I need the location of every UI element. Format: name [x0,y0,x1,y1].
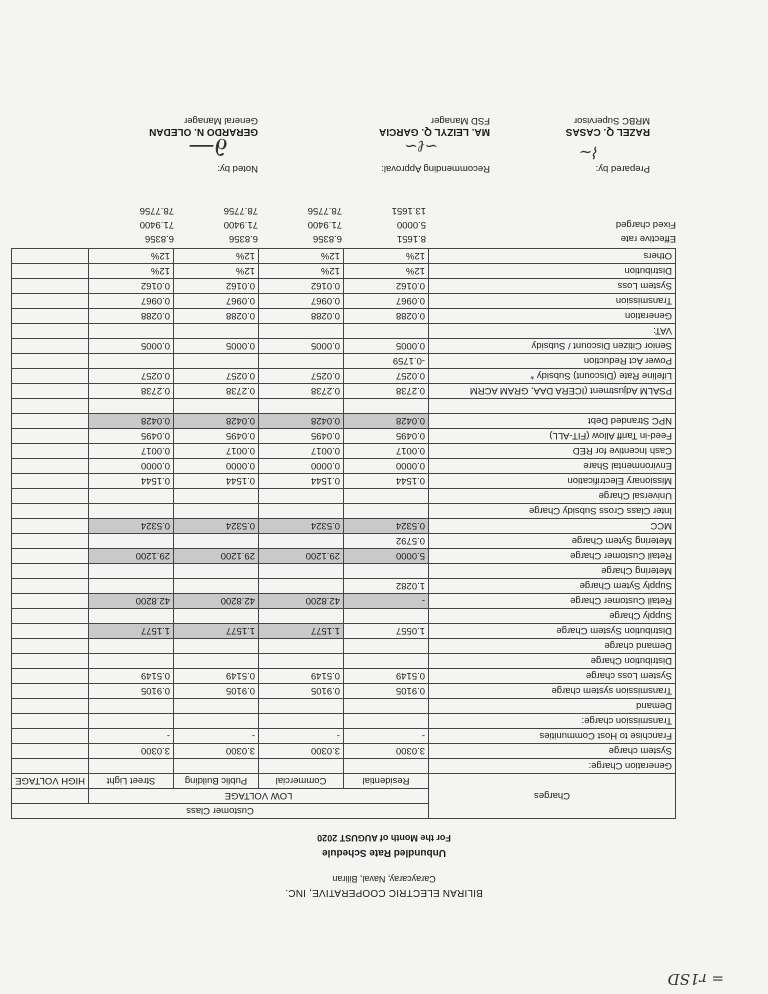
rate-cell [89,564,174,579]
rate-cell: 0.2738 [174,384,259,399]
table-row [12,489,676,504]
table-row [12,339,676,354]
rate-cell [12,249,89,264]
rate-cell: 3.0300 [174,744,259,759]
summary-value: 5.0000 [396,219,426,230]
rate-cell: 0.0005 [89,339,174,354]
rate-cell: 0.0967 [89,294,174,309]
rate-cell: 0.9105 [344,684,429,699]
rate-table-body [12,249,676,774]
rate-cell [174,324,259,339]
charge-label: MCC [429,519,676,534]
rate-cell [89,699,174,714]
summary-value: 78.7756 [139,205,174,216]
rate-cell [89,609,174,624]
signatory-name: MA. LEIZYL Q. GARCIA [379,126,490,137]
rate-cell [174,654,259,669]
rate-cell [12,699,89,714]
rate-cell [344,564,429,579]
charge-label: Transmission system charge [429,684,676,699]
rate-cell: 0.0495 [89,429,174,444]
rate-cell: 3.0300 [344,744,429,759]
rate-table [11,248,676,819]
rate-cell: 0.0162 [259,279,344,294]
charge-label: NPC Stranded Debt [429,414,676,429]
rate-cell: 0.0967 [259,294,344,309]
rate-cell [174,399,259,414]
rate-cell: 0.0288 [259,309,344,324]
table-row [12,624,676,639]
rate-cell [12,489,89,504]
rate-cell [259,354,344,369]
rate-cell [12,324,89,339]
table-row [12,294,676,309]
rate-cell [12,264,89,279]
rate-cell: 0.0000 [174,459,259,474]
rate-cell: 0.2738 [89,384,174,399]
rate-cell: 0.0428 [174,414,259,429]
charge-label: Retail Customer Charge [429,594,676,609]
rate-cell: 12% [344,264,429,279]
rate-cell: 0.1544 [344,474,429,489]
rate-cell: - [89,729,174,744]
charge-label: Franchise to Host Communities [429,729,676,744]
rate-cell [89,399,174,414]
rate-cell: 0.0005 [344,339,429,354]
summary-value: 8.1651 [396,233,426,244]
rate-cell: 0.0495 [174,429,259,444]
rate-cell [12,429,89,444]
rate-cell [174,639,259,654]
rate-cell [89,324,174,339]
rate-cell: 0.0162 [174,279,259,294]
rate-cell [12,399,89,414]
rate-cell [89,639,174,654]
rate-cell: 1.1577 [259,624,344,639]
signature-role-label: Prepared by: [595,163,650,174]
charge-label: Generation [429,309,676,324]
rate-cell [174,609,259,624]
signature-scribble: ∽ℓ∽ [404,137,438,156]
rate-cell [12,294,89,309]
rate-cell [344,759,429,774]
rate-cell: 0.0495 [259,429,344,444]
rate-cell: - [174,729,259,744]
rate-cell [259,639,344,654]
rate-cell: 0.9105 [89,684,174,699]
table-row [12,714,676,729]
table-row [12,744,676,759]
charge-label: Others [429,249,676,264]
charge-label: Supply Charge [429,609,676,624]
rate-cell [344,639,429,654]
rate-cell: 0.0288 [174,309,259,324]
rate-cell: 0.5324 [344,519,429,534]
summary-row-effective [90,231,676,245]
charge-label: Demand [429,699,676,714]
rate-cell [174,354,259,369]
rate-cell [89,489,174,504]
rate-cell [89,579,174,594]
rate-cell: 0.0288 [89,309,174,324]
table-row [12,324,676,339]
col-commercial: Commercial [259,774,344,789]
rate-cell [12,729,89,744]
rate-cell [344,609,429,624]
signatory-title: MRBC Supervisor [573,115,650,126]
rate-cell: 0.0005 [259,339,344,354]
rate-cell: 1.1577 [174,624,259,639]
charge-label: Universal Charge [429,489,676,504]
rate-cell: 0.5792 [344,534,429,549]
rate-cell: 0.0017 [259,444,344,459]
table-row [12,564,676,579]
rate-cell [174,579,259,594]
rate-cell [344,489,429,504]
rate-cell [12,549,89,564]
rate-cell [259,564,344,579]
rate-cell: 0.1544 [259,474,344,489]
rate-cell: 12% [174,249,259,264]
rate-cell [344,504,429,519]
rate-cell: 0.5324 [89,519,174,534]
rate-cell [89,654,174,669]
rate-cell: - [259,729,344,744]
table-row [12,519,676,534]
rate-cell: 0.2738 [344,384,429,399]
rate-cell [259,324,344,339]
charge-label: Transmission charge: [429,714,676,729]
rate-cell [12,744,89,759]
table-row [12,399,676,414]
rate-cell [12,534,89,549]
rate-cell: 42.8200 [259,594,344,609]
summary-label: Effective rate [620,233,676,244]
summary-label [426,203,676,217]
rate-cell [12,504,89,519]
table-row [12,669,676,684]
rate-cell: 0.5149 [259,669,344,684]
rate-cell [174,759,259,774]
table-row [12,309,676,324]
summary-value: 71.9400 [223,219,258,230]
charge-label: Feed-in Tariff Allow (FIT-ALL) [429,429,676,444]
rate-cell: 0.0017 [89,444,174,459]
charge-label: Generation Charge: [429,759,676,774]
charge-label: Distribution System Charge [429,624,676,639]
rate-cell: 0.0428 [344,414,429,429]
rate-cell: 1.1577 [89,624,174,639]
rate-cell: 0.5149 [89,669,174,684]
table-row [12,444,676,459]
rate-cell: 0.0495 [344,429,429,444]
rate-cell [12,474,89,489]
rate-cell: 0.0428 [259,414,344,429]
signature-scribble: ∂— [188,132,228,162]
schedule-month: For the Month of AUGUST 2020 [317,833,451,843]
table-row [12,759,676,774]
charge-label: Distribution [429,264,676,279]
rate-cell [12,654,89,669]
table-row [12,264,676,279]
rate-cell: 0.5149 [174,669,259,684]
rate-cell: 0.0000 [89,459,174,474]
charge-label: VAT: [429,324,676,339]
rate-cell [12,594,89,609]
rate-cell [89,714,174,729]
charge-label: Missionary Electrification [429,474,676,489]
rate-cell [259,579,344,594]
signature-role-label: Recommending Approval: [381,163,490,174]
charge-label: Metering Charge [429,564,676,579]
rate-cell [259,609,344,624]
col-high-voltage: HIGH VOLTAGE [12,774,89,789]
rate-cell: 0.0000 [259,459,344,474]
charge-label: Lifeline Rate (Discount) Subsidy * [429,369,676,384]
rate-cell [12,444,89,459]
rate-cell [174,564,259,579]
rate-cell [259,654,344,669]
table-row [12,549,676,564]
rate-cell [344,699,429,714]
rate-cell [89,504,174,519]
col-street-light: Street Light [89,774,174,789]
rate-cell [12,279,89,294]
rate-cell [12,759,89,774]
rate-cell: 0.0257 [344,369,429,384]
rate-cell [259,759,344,774]
charge-label: Inter Class Cross Subsidy Charge [429,504,676,519]
table-row [12,609,676,624]
rate-cell [174,699,259,714]
signatory-title: General Manager [184,115,258,126]
rate-cell: 42.8200 [89,594,174,609]
rate-cell: 0.9105 [174,684,259,699]
col-residential: Residential [344,774,429,789]
rate-cell [174,534,259,549]
rate-cell [12,414,89,429]
rate-cell: 12% [344,249,429,264]
rate-cell [12,519,89,534]
charge-label: Transmission [429,294,676,309]
rate-cell: 29.1200 [89,549,174,564]
rate-cell: 29.1200 [259,549,344,564]
table-row [12,474,676,489]
signatory-name: GERARDO N. OLEDAN [149,126,258,137]
summary-label: Fixed charged [615,219,676,230]
rate-cell [259,714,344,729]
rate-cell: 0.2738 [259,384,344,399]
rate-cell: 0.9105 [259,684,344,699]
charge-label: PSALM Adjustment (ICERA DAA, GRAM ACRM [429,384,676,399]
table-row [12,684,676,699]
summary-value: 6.8356 [228,233,258,244]
rate-cell [12,579,89,594]
charge-label: System Loss [429,279,676,294]
rate-cell: 12% [259,249,344,264]
charge-label: Metering Sytem Charge [429,534,676,549]
summary-row-total [90,203,676,217]
rate-cell: 0.5324 [174,519,259,534]
rate-cell: 0.0257 [259,369,344,384]
schedule-title: Unbundled Rate Schedule [322,847,446,858]
rate-cell [12,459,89,474]
charge-label: System charge [429,744,676,759]
rate-cell: 0.0967 [174,294,259,309]
rate-cell: 5.0000 [344,549,429,564]
summary-value: 6.8356 [312,233,342,244]
table-row [12,369,676,384]
rate-cell: 12% [259,264,344,279]
rate-cell: 0.0162 [344,279,429,294]
rate-cell [259,489,344,504]
rate-cell [259,504,344,519]
rate-cell: 12% [174,264,259,279]
charge-label: System Loss charge [429,669,676,684]
rate-cell: 3.0300 [89,744,174,759]
rate-cell [12,669,89,684]
summary-value: 71.9400 [139,219,174,230]
rate-cell [12,369,89,384]
charge-label: Demand charge [429,639,676,654]
rate-cell [12,684,89,699]
signatory-title: FSD Manager [430,115,490,126]
rate-cell: - [344,729,429,744]
rate-cell: 0.5324 [259,519,344,534]
rate-cell [344,714,429,729]
charge-label: Distribution Charge [429,654,676,669]
charge-label: Retail Customer Charge [429,549,676,564]
rate-cell [259,699,344,714]
rate-cell [12,609,89,624]
summary-row-fixed [90,217,676,231]
rate-cell [344,654,429,669]
rate-cell: 0.0257 [174,369,259,384]
organization-name: BILIRAN ELECTRIC COOPERATIVE, INC. [285,887,483,898]
rate-cell: 1.0557 [344,624,429,639]
rate-cell: 0.5149 [344,669,429,684]
table-row [12,639,676,654]
rate-cell: 0.1544 [89,474,174,489]
table-row [12,429,676,444]
table-row [12,534,676,549]
rate-cell: 42.8200 [174,594,259,609]
charge-label [429,399,676,414]
table-row [12,249,676,264]
table-row [12,654,676,669]
rate-cell [12,714,89,729]
rate-cell [174,489,259,504]
charges-header: Charges [429,774,676,819]
rate-cell [12,354,89,369]
table-row [12,384,676,399]
table-row [12,279,676,294]
table-row [12,699,676,714]
table-row [12,579,676,594]
rate-cell [89,759,174,774]
rate-cell: 12% [89,264,174,279]
rate-cell [12,339,89,354]
summary-value: 13.1651 [391,205,426,216]
rate-cell: 0.0017 [174,444,259,459]
rate-cell: 3.0300 [259,744,344,759]
summary-value: 78.7756 [223,205,258,216]
rate-cell [12,384,89,399]
low-voltage-header: LOW VOLTAGE [89,789,429,804]
table-row [12,459,676,474]
rate-cell: 29.1200 [174,549,259,564]
rate-cell: 0.1544 [174,474,259,489]
rate-cell [344,399,429,414]
rate-summary [90,203,676,245]
rate-cell: 12% [89,249,174,264]
summary-value: 6.8356 [144,233,174,244]
charge-label: Supply Sytem Charge [429,579,676,594]
rate-cell [12,624,89,639]
signature-scribble: ⌇∼ [578,143,600,162]
rate-cell [12,639,89,654]
rate-cell: 0.0000 [344,459,429,474]
handwritten-annotation: = r1SD [667,970,724,988]
rate-cell [344,324,429,339]
rate-cell: 0.0428 [89,414,174,429]
signature-role-label: Noted by: [217,163,258,174]
charge-label: Power Act Reduction [429,354,676,369]
charge-label: Senior Citizen Discount / Subsidy [429,339,676,354]
rate-cell: - [344,594,429,609]
signatory-name: RAZEL Q. CASAS [565,126,650,137]
rate-cell [174,714,259,729]
hv-spacer [12,789,89,804]
rate-cell: 0.0162 [89,279,174,294]
summary-value: 78.7756 [307,205,342,216]
organization-address: Caraycaray, Naval, Biliran [332,874,436,884]
rate-cell: 0.0288 [344,309,429,324]
table-row [12,729,676,744]
table-row [12,504,676,519]
rate-cell [174,504,259,519]
col-public-building: Public Building [174,774,259,789]
rate-cell [259,534,344,549]
rate-cell: 0.0005 [174,339,259,354]
rate-cell [12,564,89,579]
table-row [12,354,676,369]
rate-cell: 1.0282 [344,579,429,594]
rate-cell: 0.0257 [89,369,174,384]
charge-label: Cash Incentive for RED [429,444,676,459]
table-row [12,594,676,609]
summary-value: 71.9400 [307,219,342,230]
rate-cell [89,534,174,549]
rate-cell [89,354,174,369]
charge-label: Environmental Share [429,459,676,474]
rate-cell: 0.0017 [344,444,429,459]
rate-cell: 0.0967 [344,294,429,309]
rate-cell [12,309,89,324]
rate-cell: -0.1759 [344,354,429,369]
customer-class-header: Customer Class [12,804,429,819]
table-row [12,414,676,429]
rate-cell [259,399,344,414]
